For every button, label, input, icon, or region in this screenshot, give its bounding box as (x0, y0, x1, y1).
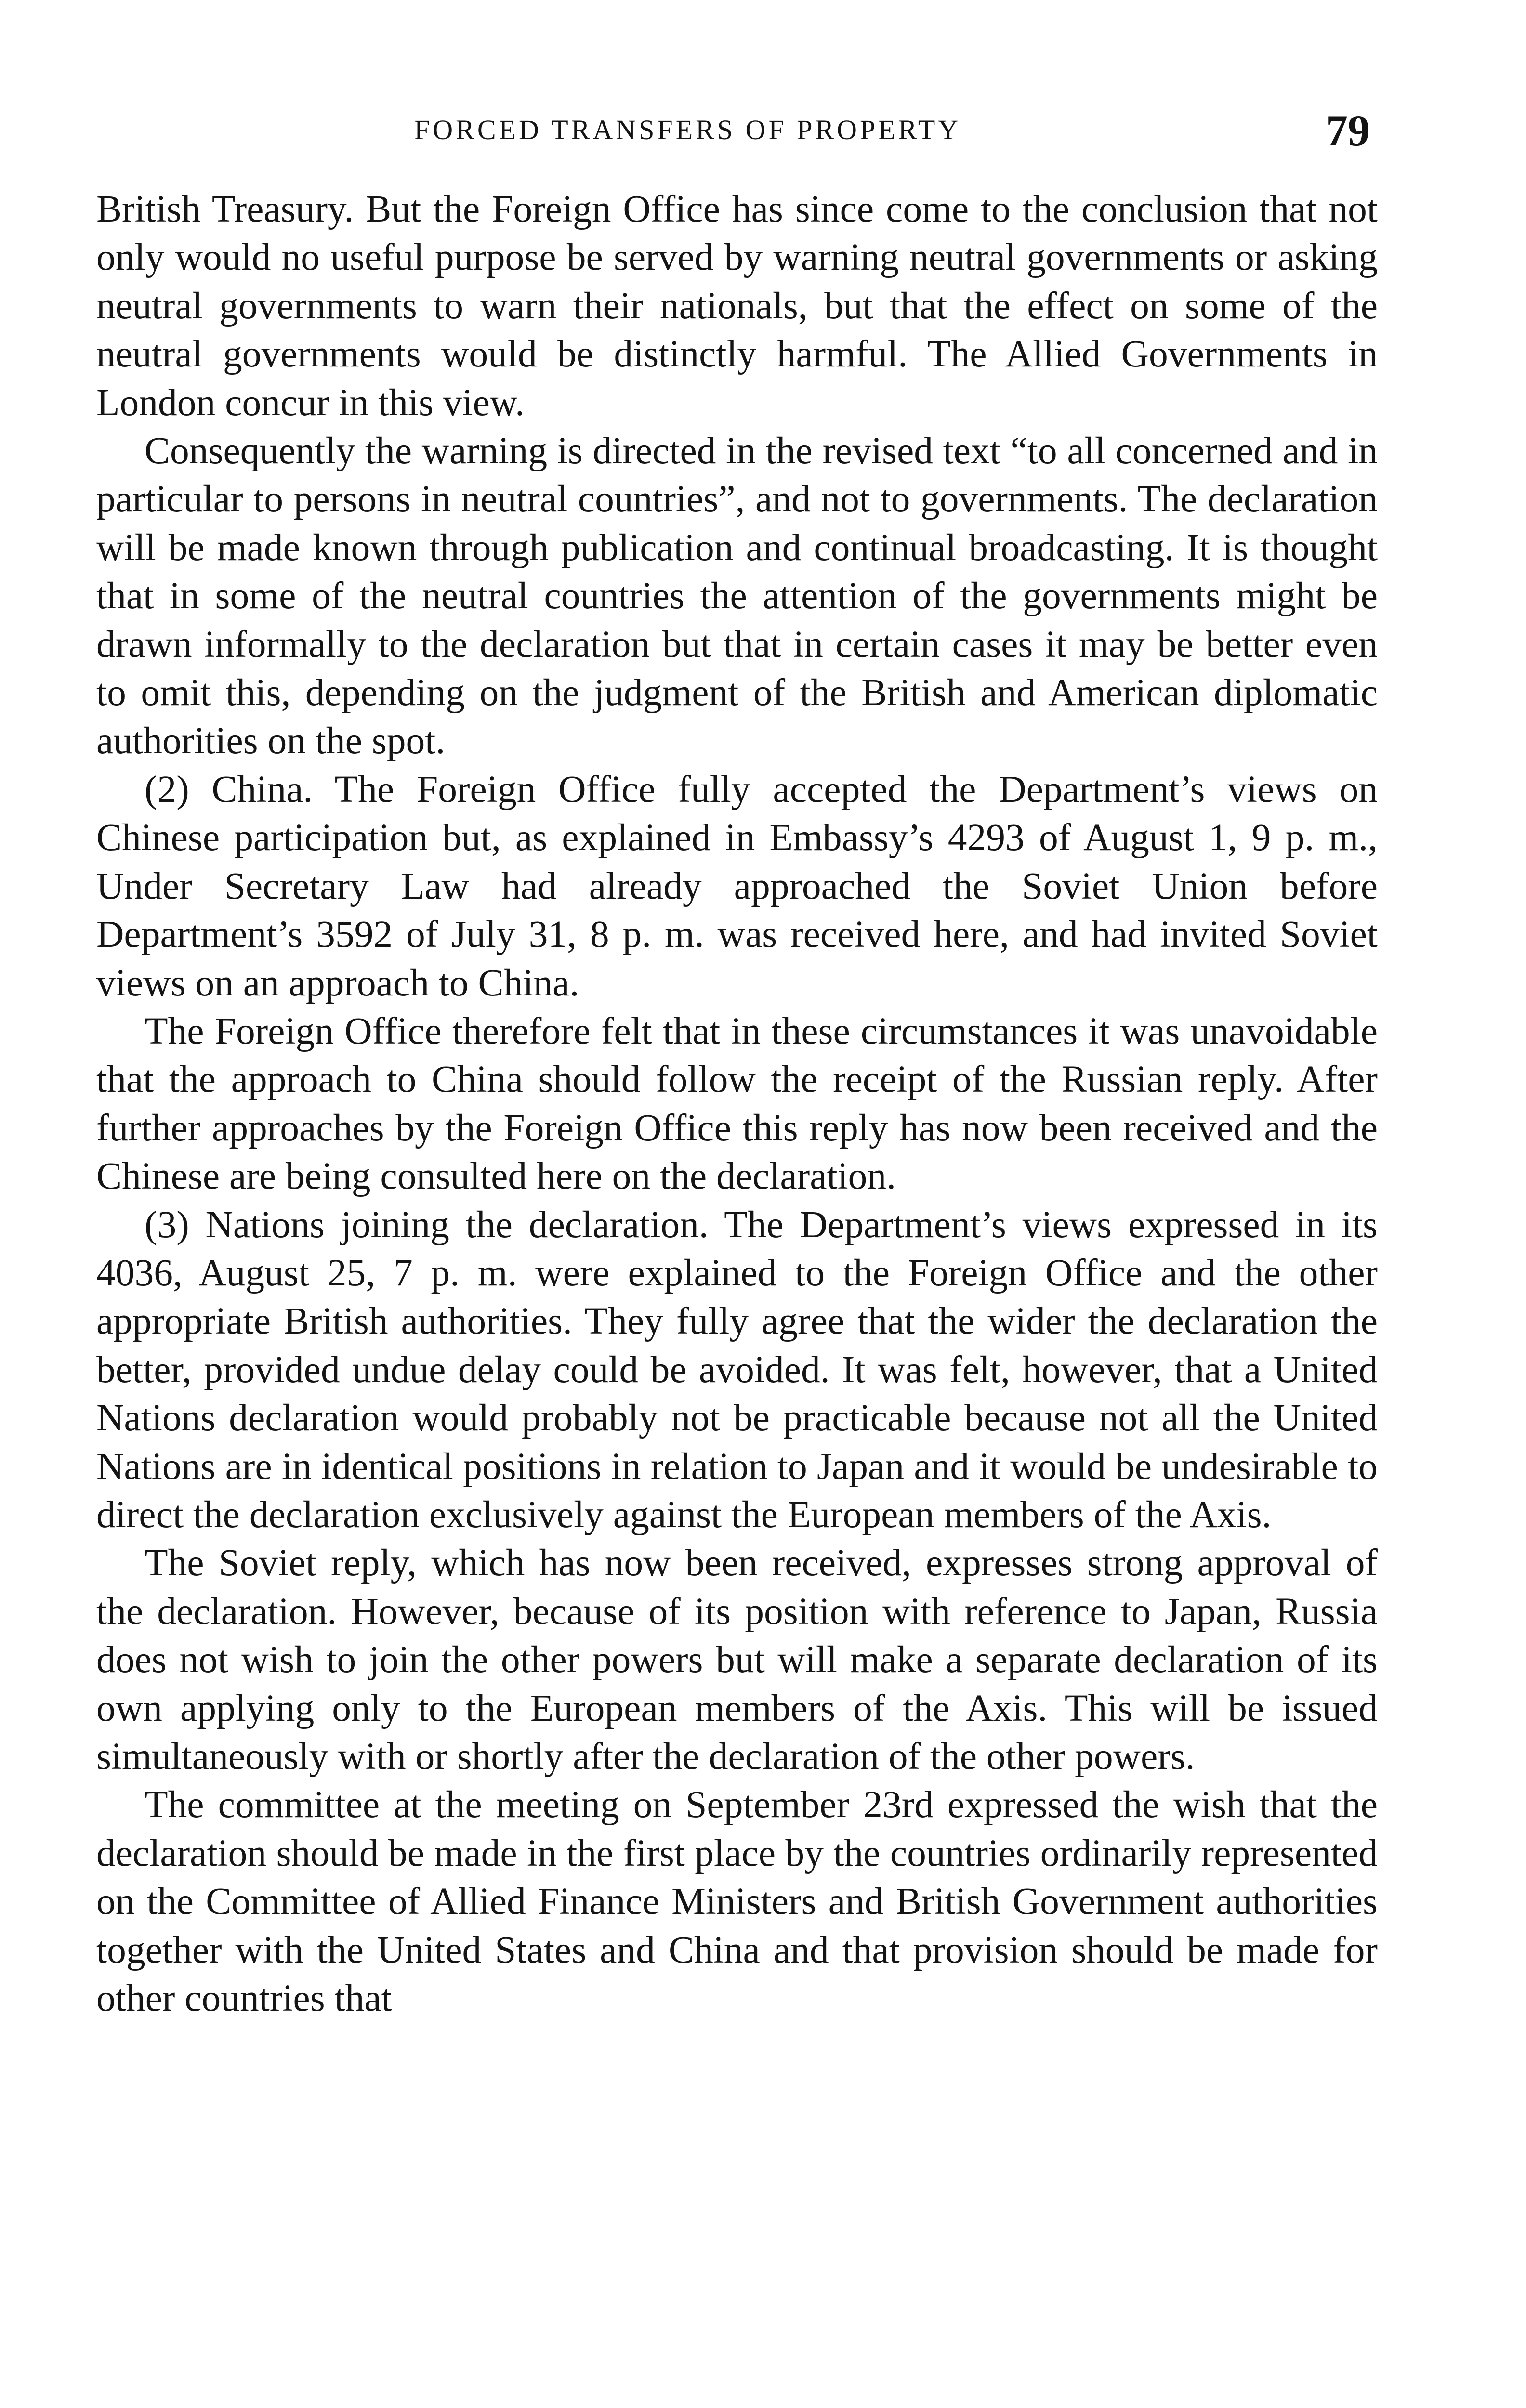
running-header (0, 105, 1526, 158)
running-title: FORCED TRANSFERS OF PROPERTY (414, 114, 961, 145)
paragraph-nations-joining: (3) Nations joining the declaration. The Department’s views expressed in its 4036, August 25, 7 p. m. were explained to the Foreign Office and the other appropriate British authorities. They fully agree that the wider the declaration the better, provided undue delay could be avoided. It was felt, however, that a United Nations declaration would probably not be practicable because not all the United Nations are in identical positions in relation to Japan and it would be undesirable to direct the declaration exclusively against the European members of the Axis. (96, 1203, 1378, 1536)
paragraph-soviet-reply: The Soviet reply, which has now been received, expresses strong approval of the declaration. However, because of its position with reference to Japan, Russia does not wish to join the other powers but will make a separate declaration of its own applying only to the European members of the Axis. This will be issued simultaneously with or shortly after the declaration of the other powers. (96, 1542, 1378, 1778)
body-text (96, 185, 1378, 2022)
page-number: 79 (1326, 106, 1370, 155)
paragraph-british-treasury-continuation: British Treasury. But the Foreign Office has since come to the conclusion that not only would no useful purpose be served by warning neutral governments or asking neutral governments to warn their nationals, but that the effect on some of the neutral governments would be distinctly harmful. The Allied Governments in London concur in this view. (96, 188, 1378, 424)
paragraph-committee-meeting: The committee at the meeting on September 23rd expressed the wish that the declaration should be made in the first place by the countries ordinarily represented on the Committee of Allied Finance Ministers and British Government authorities together with the United States and China and that provision should be made for other countries that (96, 1783, 1378, 2020)
paragraph-warning-directed: Consequently the warning is directed in the revised text “to all concerned and in particular to persons in neutral countries”, and not to governments. The declaration will be made known through publication and continual broadcasting. It is thought that in some of the neutral countries the attention of the governments might be drawn informally to the declaration but that in certain cases it may be better even to omit this, depending on the judgment of the British and American diplomatic authorities on the spot. (96, 430, 1378, 762)
paragraph-approach-to-china: The Foreign Office therefore felt that in these circumstances it was unavoidable that the approach to China should follow the receipt of the Russian reply. After further approaches by the Foreign Office this reply has now been received and the Chinese are being consulted here on the declaration. (96, 1009, 1378, 1198)
paragraph-china: (2) China. The Foreign Office fully accepted the Department’s views on Chinese participation but, as explained in Embassy’s 4293 of August 1, 9 p. m., Under Secretary Law had already approached the Soviet Union before Department’s 3592 of July 31, 8 p. m. was received here, and had invited Soviet views on an approach to China. (96, 768, 1378, 1004)
